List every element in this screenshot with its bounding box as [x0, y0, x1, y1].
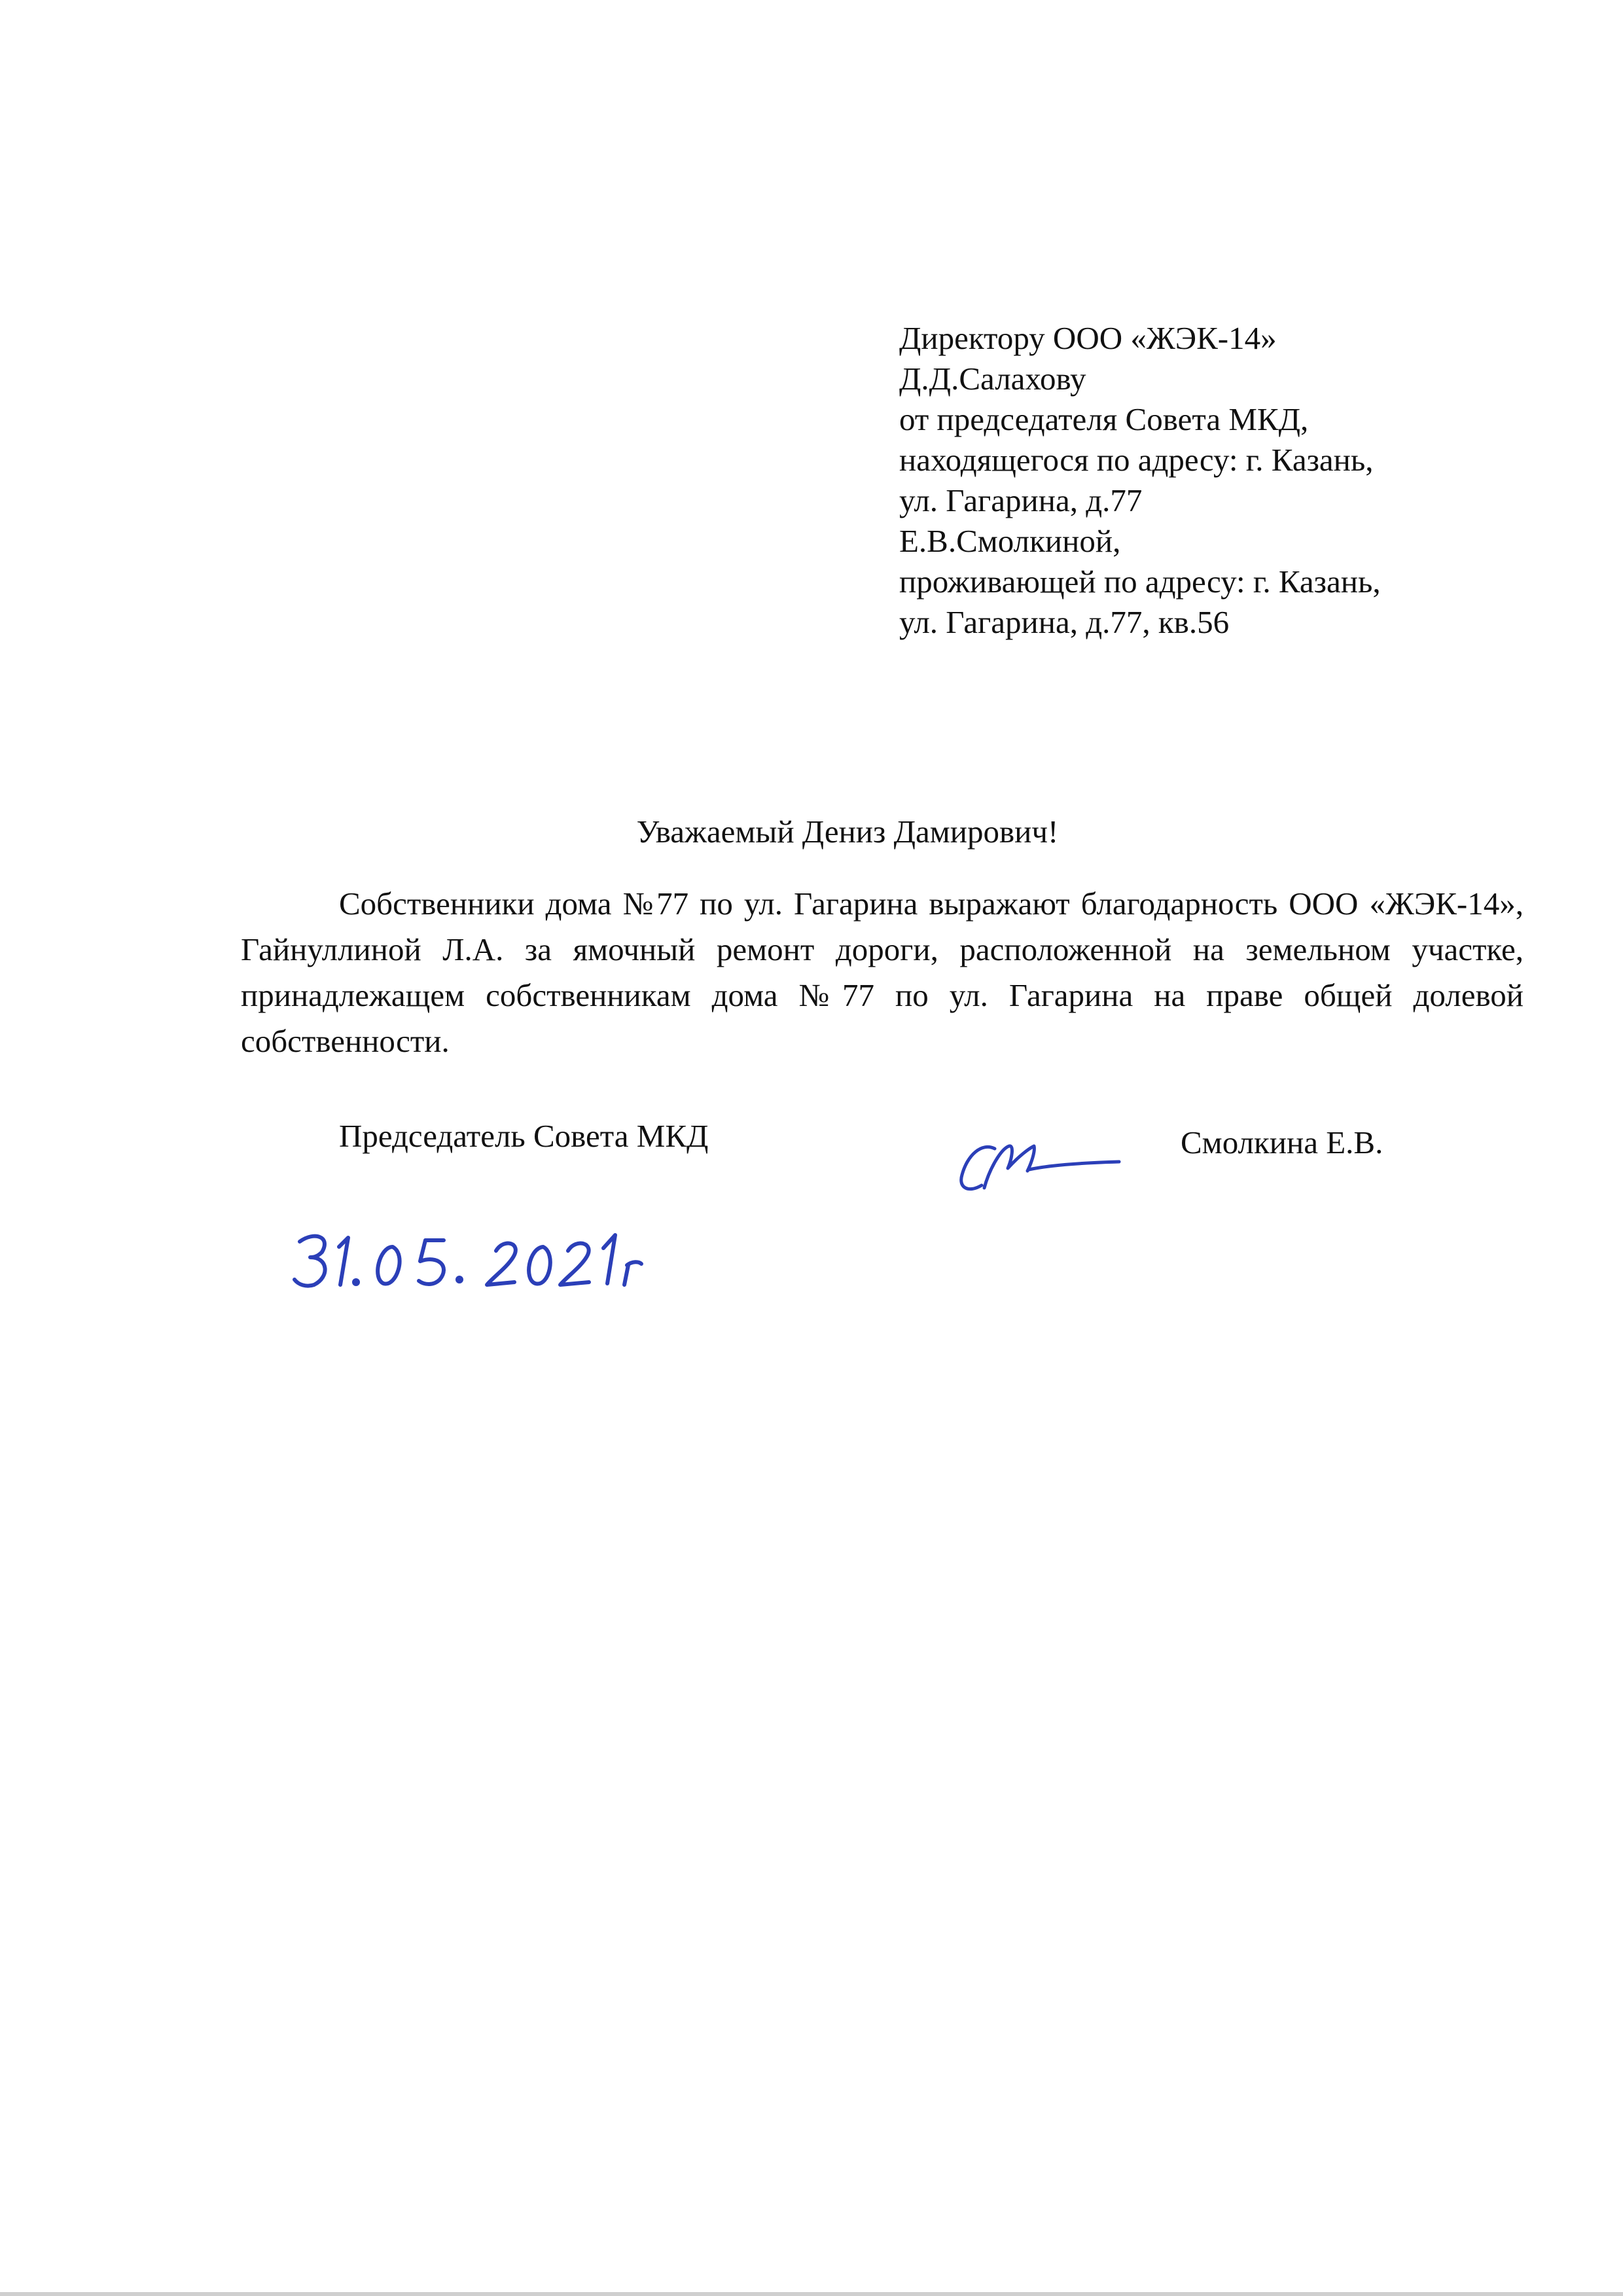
- salutation: Уважаемый Дениз Дамирович!: [636, 814, 1059, 850]
- signer-role: Председатель Совета МКД: [339, 1118, 709, 1154]
- signer-name: Смолкина Е.В.: [1181, 1124, 1383, 1160]
- addressee-line: ул. Гагарина, д.77, кв.56: [899, 604, 1230, 640]
- handwritten-signature: [955, 1122, 1126, 1201]
- addressee-line: ул. Гагарина, д.77: [899, 482, 1143, 518]
- addressee-block: [899, 318, 1554, 643]
- addressee-line: от председателя Совета МКД,: [899, 401, 1309, 437]
- addressee-line: находящегося по адресу: г. Казань,: [899, 442, 1374, 478]
- handwritten-date: [288, 1214, 707, 1299]
- addressee-line: проживающей по адресу: г. Казань,: [899, 564, 1381, 600]
- salutation-row: [0, 812, 1623, 852]
- addressee-line: Директору ООО «ЖЭК-14»: [899, 320, 1277, 356]
- letter-body: Собственники дома №77 по ул. Гагарина выражают благодарность ООО «ЖЭК-14», Гайнуллиной Л.А. за ямочный ремонт дороги, расположенной на земельном участке, принадлежащем собственникам дома №77 по ул. Гагарина на праве общей долевой собственности.: [241, 886, 1524, 1059]
- addressee-line: Е.В.Смолкиной,: [899, 523, 1121, 559]
- addressee-line: Д.Д.Салахову: [899, 361, 1086, 397]
- scan-edge-line: [0, 2292, 1623, 2296]
